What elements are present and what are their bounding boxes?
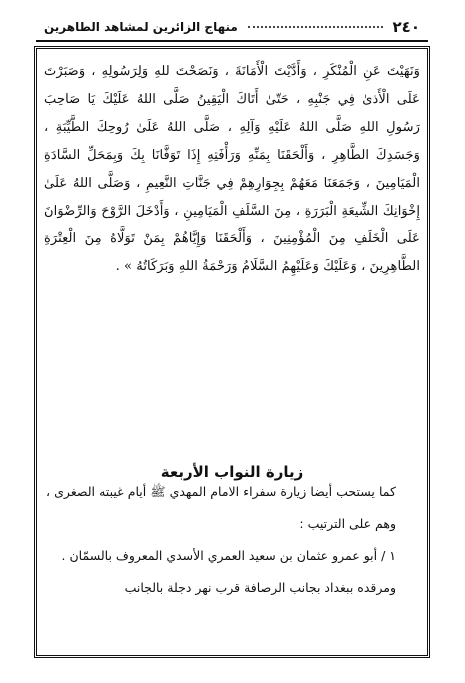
- ziyara-verse-text: وَنَهَيْتَ عَنِ الْمُنْكَرِ ، وَأَدَّيْتَ الْأَمَانَةَ ، وَنَصَحْتَ للهِ وَلِرَسُولِهِ ، وَصَبَرْتَ عَلَى الْأَذىٰ فِي جَنْبِهِ ، حَتّىٰ أَتَاكَ الْيَقِينُ صَلَّى اللهُ عَلَيْكَ يَا صَاحِبَ رَسُولِ اللهِ صَلَّى اللهُ عَلَيْهِ وَآلِهِ ، صَلَّى اللهُ عَلَىٰ رُوحِكَ الطَّيِّبَةِ ، وَجَسَدِكَ الطَّاهِرِ ، وَأَلْحَقَنَا بِمَنِّهِ وَرَأْفَتِهِ إِذَا تَوَفَّانَا بِكَ وَبِمَحَلِّ السَّادَةِ الْمَيَامِينَ ، وَجَمَعَنَا مَعَهُمْ بِجِوَارِهِمْ فِي جَنَّاتِ النَّعِيمِ ، وَصَلَّى اللهُ عَلَىٰ إِخْوَانِكَ الشِّيعَةِ الْبَرَرَةِ ، مِنَ السَّلَفِ الْمَيَامِينِ ، وَأَدْخَلَ الرَّوْحَ وَالرِّضْوَانَ عَلَى الْخَلَفِ مِنَ الْمُؤْمِنِينَ ، وَأَلْحَقَنَا وَإِيَّاهُمْ بِمَنْ تَوَلَّاهُ مِنَ الْعِتْرَةِ الطَّاهِرِينَ ، وَعَلَيْكَ وَعَلَيْهِمُ السَّلَامُ وَرَحْمَةُ اللهِ وَبَرَكَاتُهُ » .: [44, 64, 420, 275]
- prose-body: [46, 476, 418, 604]
- prose-intro-paragraph: كما يستحب أيضا زيارة سفراء الامام المهدي ﷺ أيام غيبته الصغرى ، وهم على الترتيب :: [46, 484, 396, 531]
- prose-item-1: ١ / أبو عمرو عثمان بن سعيد العمري الأسدي المعروف بالسمّان .: [61, 548, 396, 563]
- prose-burial-paragraph: ومرقده ببغداد بجانب الرصافة قرب نهر دجلة بالجانب: [124, 580, 396, 595]
- page-header: [36, 14, 428, 42]
- section-title: زيارة النواب الأربعة: [160, 463, 304, 481]
- header-dotted-leader: [248, 26, 383, 28]
- running-title: منهاج الزائرين لمشاهد الطاهرين: [44, 20, 238, 34]
- page-number: ٢٤٠: [392, 18, 420, 36]
